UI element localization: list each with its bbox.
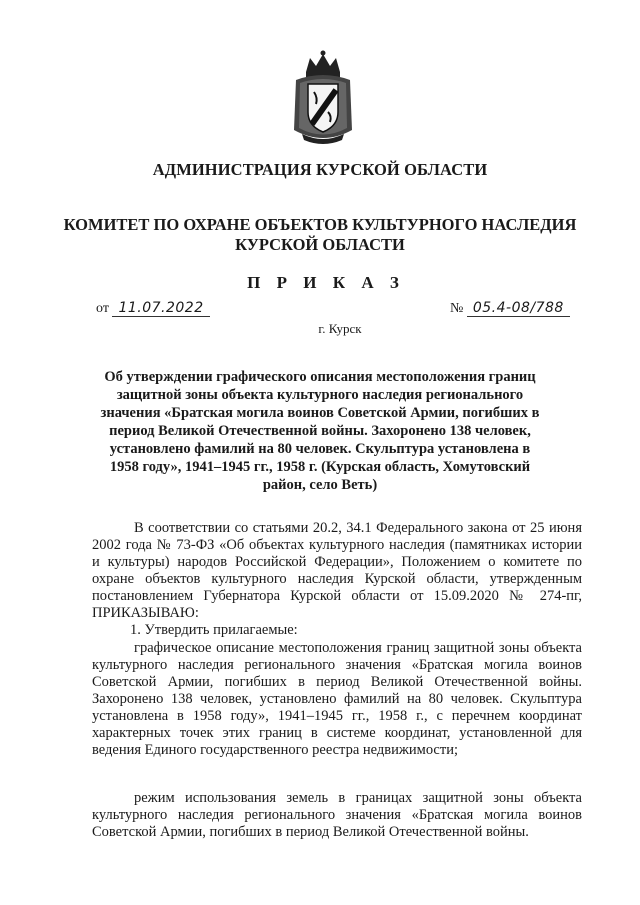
- document-type: П Р И К А З: [247, 273, 405, 292]
- body-paragraph-4: режим использования земель в границах защитной зоны объекта культурного наследия регионального значения «Братская могила воинов Советской Армии, погибших в период Великой Отечественной войны.: [92, 790, 582, 840]
- organization-title: АДМИНИСТРАЦИЯ КУРСКОЙ ОБЛАСТИ: [152, 160, 488, 179]
- body-paragraph-1: В соответствии со статьями 20.2, 34.1 Федерального закона от 25 июня 2002 года № 73-ФЗ «Об объектах культурного наследия (памятниках истории и культуры) народов Российской Федерации», Положением о комитете по охране объектов культурного наследия Курской области, утвержденным постановлением Губернатора Курской области от 15.09.2020 № 274-пг, ПРИКАЗЫВАЮ:: [92, 520, 582, 621]
- order-title: Об утверждении графического описания местоположения границ защитной зоны объекта культурного наследия регионального значения «Братская могила воинов Советской Армии, погибших в период Великой Отечественной войны. Захоронено 138 человек, установлено фамилий на 80 человек. Скульптура установлена в 1958 году», 1941–1945 гг., 1958 г. (Курская область, Хомутовский район, село Веть): [100, 369, 540, 493]
- city-label: г. Курск: [318, 321, 362, 336]
- committee-title-line2: КУРСКОЙ ОБЛАСТИ: [235, 235, 405, 254]
- coat-of-arms-icon: [292, 50, 354, 148]
- committee-title-line1: КОМИТЕТ ПО ОХРАНЕ ОБЪЕКТОВ КУЛЬТУРНОГО НАСЛЕДИЯ: [63, 215, 577, 234]
- committee-title: [0, 215, 640, 255]
- order-number: [450, 300, 570, 317]
- number-prefix: №: [450, 301, 464, 316]
- body-paragraph-3: графическое описание местоположения границ защитной зоны объекта культурного наследия регионального значения «Братская могила воинов Советской Армии, погибших в период Великой Отечественной войны. Захоронено 138 человек, установлено фамилий на 80 человек. Скульптура установлена в 1958 году», 1941–1945 гг., 1958 г., с перечнем координат характерных точек этих границ в системе координат, установленной для ведения Единого государственного реестра недвижимости;: [92, 640, 582, 758]
- date-value: 11.07.2022: [112, 300, 209, 317]
- number-value: 05.4-08/788: [467, 300, 570, 317]
- body-paragraph-2: 1. Утвердить прилагаемые:: [130, 622, 298, 638]
- date-prefix: от: [96, 301, 109, 316]
- order-date: [96, 300, 210, 317]
